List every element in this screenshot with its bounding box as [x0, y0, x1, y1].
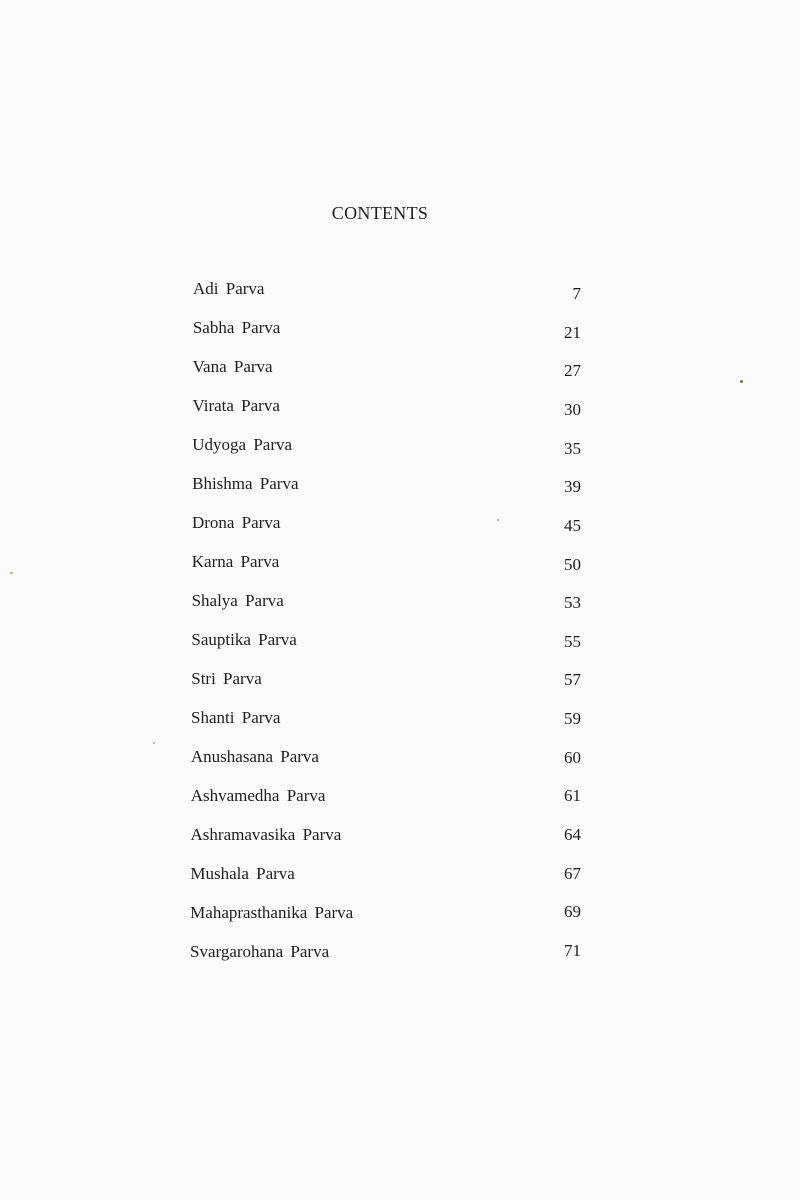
- toc-entry-title: Svargarohana Parva: [190, 942, 330, 961]
- toc-entry: [191, 705, 581, 731]
- toc-entry-title: Sabha Parva: [192, 318, 281, 337]
- toc-entry: [191, 744, 581, 770]
- toc-entry: [192, 432, 581, 458]
- toc-entry: [193, 276, 581, 302]
- toc-entry: [192, 471, 581, 497]
- contents-heading: CONTENTS: [331, 203, 429, 223]
- toc-entry-page: 60: [563, 747, 581, 767]
- toc-entry-page: 57: [563, 670, 581, 690]
- toc-entry: [192, 549, 581, 575]
- toc-entry-title: Ashvamedha Parva: [190, 786, 326, 805]
- toc-entry-title: Mushala Parva: [190, 864, 295, 883]
- toc-entry-title: Vana Parva: [192, 357, 273, 376]
- toc-entry: [190, 900, 581, 926]
- toc-entry-page: 71: [564, 941, 581, 960]
- toc-entry-title: Sauptika Parva: [191, 630, 297, 649]
- toc-entry-page: 7: [572, 284, 581, 303]
- toc-entry-page: 30: [563, 399, 581, 419]
- toc-entry-title: Mahaprasthanika Parva: [190, 903, 354, 922]
- toc-entry: [192, 393, 581, 419]
- toc-entry-title: Virata Parva: [192, 396, 280, 415]
- toc-entry-page: 50: [563, 554, 581, 574]
- toc-entry-page: 67: [563, 863, 581, 883]
- toc-entry: [190, 861, 581, 887]
- toc-entry-title: Shanti Parva: [191, 708, 281, 727]
- toc-entry-page: 27: [563, 361, 581, 381]
- paper-speck: [740, 380, 743, 383]
- toc-entry-page: 59: [563, 709, 581, 729]
- toc-entry-page: 35: [563, 438, 581, 458]
- paper-speck: [153, 742, 155, 744]
- toc-entry-page: 39: [563, 477, 581, 497]
- toc-entry-page: 21: [563, 322, 581, 342]
- toc-entry: [193, 354, 581, 380]
- toc-entry-page: 45: [563, 515, 581, 535]
- toc-entry-title: Adi Parva: [193, 279, 265, 298]
- toc-entry-page: 53: [563, 593, 581, 613]
- toc-entry: [192, 510, 581, 536]
- toc-entry-page: 64: [563, 825, 581, 845]
- toc-entry-title: Drona Parva: [191, 513, 281, 532]
- toc-entry: [191, 627, 581, 653]
- toc-entry-title: Ashramavasika Parva: [190, 825, 342, 844]
- toc-entry-page: 55: [563, 631, 581, 651]
- toc-entry-title: Stri Parva: [191, 669, 262, 688]
- toc-entry: [191, 783, 581, 809]
- toc-entry-title: Bhishma Parva: [192, 474, 299, 493]
- toc-entry: [191, 666, 581, 692]
- toc-entry-title: Shalya Parva: [191, 591, 284, 610]
- toc-entry: [193, 315, 581, 341]
- toc-entry-title: Karna Parva: [191, 552, 280, 571]
- toc-entry: [192, 588, 581, 614]
- paper-speck: [10, 572, 13, 574]
- toc-entry-page: 61: [563, 786, 581, 806]
- toc-entry-title: Udyoga Parva: [192, 435, 293, 454]
- toc-entry-page: 69: [563, 902, 581, 922]
- paper-speck: [497, 519, 499, 521]
- toc-entry: [191, 822, 581, 848]
- toc-entry-title: Anushasana Parva: [190, 747, 319, 766]
- toc-entry: [190, 939, 581, 965]
